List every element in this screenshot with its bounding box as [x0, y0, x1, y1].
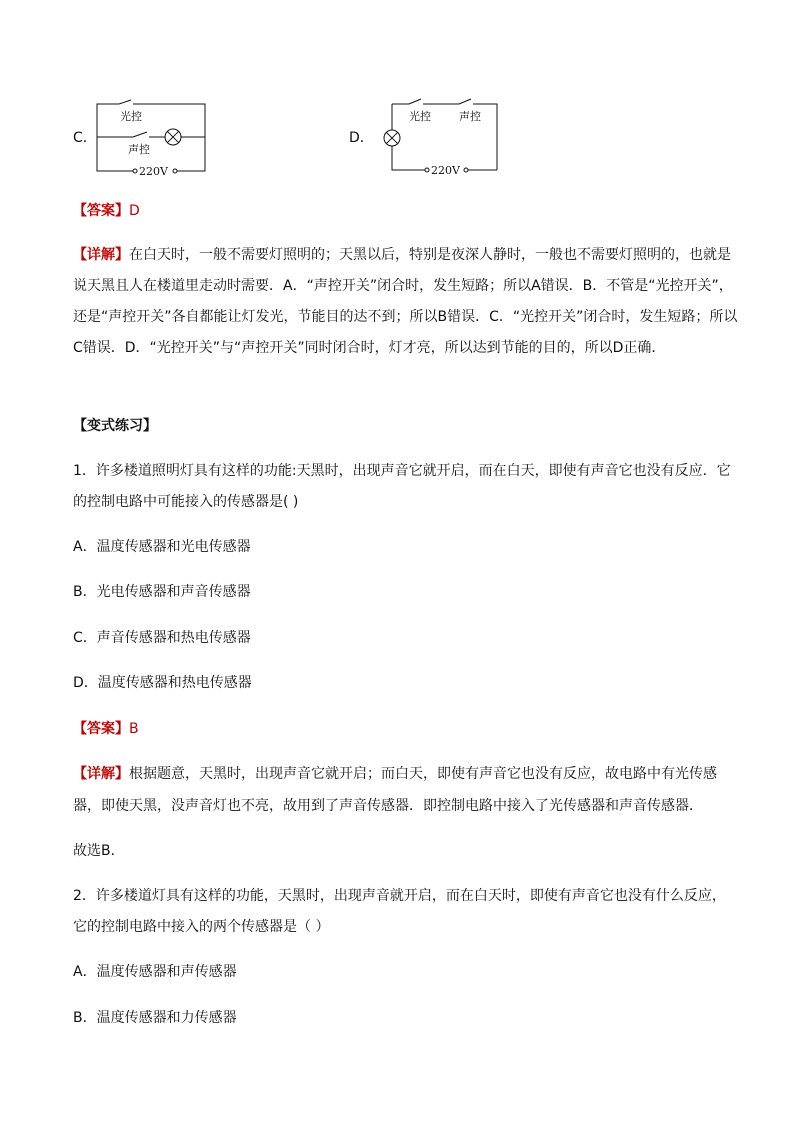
- detail-1: [73, 240, 738, 364]
- question-1-option-c: C．声音传感器和热电传感器: [73, 630, 251, 646]
- question-1-line-1: 1．许多楼道照明灯具有这样的功能:天黑时，出现声音它就开启，而在白天，即使有声音它也没有反应．它: [73, 463, 731, 479]
- question-2-line-1: 2．许多楼道灯具有这样的功能，天黑时，出现声音就开启，而在白天时，即使有声音它也没有什么反应，: [73, 888, 726, 904]
- detail-2-tag: 【详解】: [73, 766, 129, 782]
- detail-1-text: 在白天时，一般不需要灯照明的；天黑以后，特别是夜深人静时，一般也不需要灯照明的，也就是说天黑且人在楼道里走动时需要．A．“声控开关”闭合时，发生短路；所以A错误．B．不管是“光控开关”，还是“声控开关”各自都能让灯发光，节能目的达不到；所以B错误．C．“光控开关”闭合时，发生短路；所以C错误．D．“光控开关”与“声控开关”同时闭合时，灯才亮，所以达到节能的目的，所以D正确．: [73, 247, 738, 356]
- option-c-letter: C．: [73, 130, 97, 146]
- option-d-voltage-label: 220V: [431, 164, 460, 177]
- detail-1-tag: 【详解】: [73, 247, 129, 263]
- answer-1-tag: 【答案】: [73, 203, 129, 219]
- option-c-bottom-switch-label: 声控: [128, 143, 150, 156]
- option-d-letter: D．: [349, 130, 374, 146]
- answer-2: [73, 719, 139, 739]
- detail-2-text-1: 根据题意，天黑时，出现声音它就开启；而白天，即使有声音它也没有反应，故电路中有光传感: [129, 766, 717, 782]
- question-2-line-2: 它的控制电路中接入的两个传感器是（ ）: [73, 919, 330, 935]
- option-d-circuit: [383, 98, 503, 178]
- detail-2-conclusion: 故选B．: [73, 843, 125, 859]
- answer-1-value: D: [129, 203, 140, 219]
- answer-1: [73, 201, 140, 221]
- detail-2-line-2: 器，即使天黑，没声音灯也不亮，故用到了声音传感器．即控制电路中接入了光传感器和声音传感器．: [73, 798, 703, 814]
- detail-2-line-1: [73, 764, 717, 784]
- question-1-option-a: A．温度传感器和光电传感器: [73, 539, 251, 555]
- option-c-circuit: [95, 100, 215, 180]
- option-c-top-switch-label: 光控: [120, 110, 142, 123]
- option-d-right-switch-label: 声控: [459, 110, 481, 123]
- section-heading: 【变式练习】: [73, 418, 157, 434]
- option-d-left-switch-label: 光控: [409, 110, 431, 123]
- answer-2-value: B: [129, 721, 139, 737]
- question-1-option-b: B．光电传感器和声音传感器: [73, 584, 251, 600]
- question-2-option-a: A．温度传感器和声传感器: [73, 964, 237, 980]
- question-1-line-2: 的控制电路中可能接入的传感器是( ): [73, 494, 299, 510]
- answer-2-tag: 【答案】: [73, 721, 129, 737]
- option-c-voltage-label: 220V: [139, 165, 168, 178]
- question-1-option-d: D．温度传感器和热电传感器: [73, 675, 252, 691]
- question-2-option-b: B．温度传感器和力传感器: [73, 1010, 237, 1026]
